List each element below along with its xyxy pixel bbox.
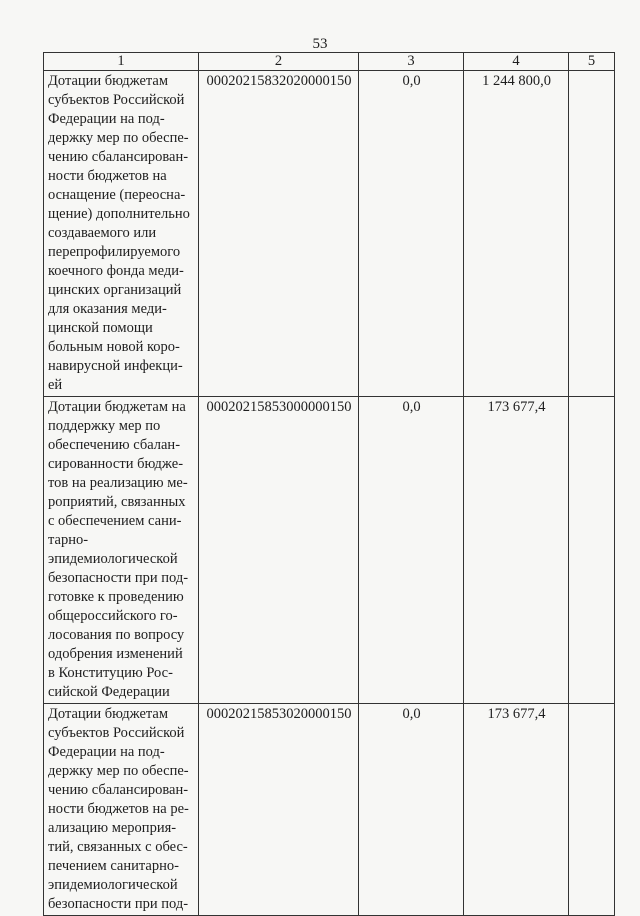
row-name: Дотации бюджетам субъектов Российской Федерации на под- держку мер по обеспе- чению сбалансирован- ности бюджетов на оснащение (переосна- щение) дополнительно создаваемого или перепрофилируемого коечного фонда меди- цинских организаций для оказания меди- цинской помощи больным новой коро- навирусной инфекци- ей	[44, 71, 199, 397]
page-number: 53	[312, 36, 328, 52]
budget-table	[43, 52, 615, 916]
column-header-1: 1	[44, 53, 199, 71]
column-header-2: 2	[199, 53, 359, 71]
row-col5-value	[569, 71, 615, 397]
row-col4-value: 173 677,4	[464, 397, 569, 704]
table-row	[44, 397, 615, 704]
row-col4-value: 1 244 800,0	[464, 71, 569, 397]
row-col5-value	[569, 397, 615, 704]
row-col3-value: 0,0	[359, 704, 464, 916]
table-row	[44, 704, 615, 916]
row-code: 00020215853020000150	[199, 704, 359, 916]
row-col3-value: 0,0	[359, 397, 464, 704]
column-header-5: 5	[569, 53, 615, 71]
row-code: 00020215853000000150	[199, 397, 359, 704]
row-name: Дотации бюджетам субъектов Российской Федерации на под- держку мер по обеспе- чению сбалансирован- ности бюджетов на ре- ализацию мероприя- тий, связанных с обес- печением санитарно- эпидемиологической безопасности при под-	[44, 704, 199, 916]
row-name: Дотации бюджетам на поддержку мер по обеспечению сбалан- сированности бюдже- тов на реализацию ме- роприятий, связанных с обеспечением сани- тарно- эпидемиологической безопасности при под- готовке к проведению общероссийского го- лосования по вопросу одобрения изменений в Конституцию Рос- сийской Федерации	[44, 397, 199, 704]
row-col5-value	[569, 704, 615, 916]
table-row	[44, 71, 615, 397]
table-header-row	[44, 53, 615, 71]
column-header-4: 4	[464, 53, 569, 71]
row-col3-value: 0,0	[359, 71, 464, 397]
column-header-3: 3	[359, 53, 464, 71]
row-code: 00020215832020000150	[199, 71, 359, 397]
row-col4-value: 173 677,4	[464, 704, 569, 916]
